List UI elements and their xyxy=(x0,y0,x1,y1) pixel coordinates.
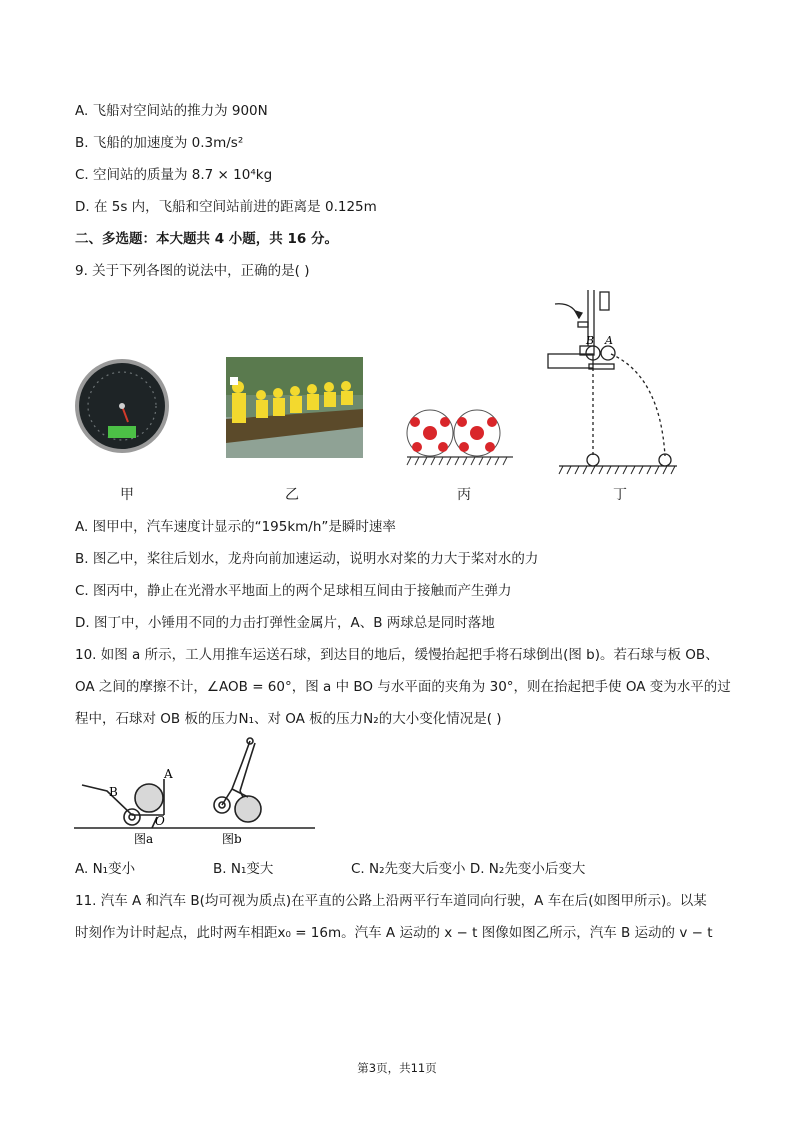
fig-a-label-a: A xyxy=(164,767,173,781)
free-fall-apparatus-figure xyxy=(545,286,685,478)
q10-option-d: D. N₂先变小后变大 xyxy=(469,861,586,877)
fig-b-caption: 图b xyxy=(222,832,242,846)
q10-option-a: A. N₁变小 xyxy=(75,861,136,877)
fig-ding-label-a: A xyxy=(605,334,613,347)
fig-a-label-b: B xyxy=(109,785,118,799)
q8-option-d: D. 在 5s 内，飞船和空间站前进的距离是 0.125m xyxy=(75,199,377,215)
caption-ding: 丁 xyxy=(613,487,627,503)
caption-yi: 乙 xyxy=(285,487,299,503)
q9-option-c: C. 图丙中，静止在光滑水平地面上的两个足球相互间由于接触而产生弹力 xyxy=(75,583,512,599)
q10-line-1: 10. 如图 a 所示，工人用推车运送石球，到达目的地后，缓慢抬起把手将石球倒出(图 b)。若石球与板 OB、 xyxy=(75,647,719,663)
q8-option-c: C. 空间站的质量为 8.7 × 10⁴kg xyxy=(75,167,273,183)
caption-jia: 甲 xyxy=(120,487,134,503)
q9-option-b: B. 图乙中，桨往后划水，龙舟向前加速运动，说明水对桨的力大于桨对水的力 xyxy=(75,551,539,567)
section-heading: 二、多选题：本大题共 4 小题，共 16 分。 xyxy=(75,231,338,247)
q8-option-b: B. 飞船的加速度为 0.3m/s² xyxy=(75,135,244,151)
q9-option-a: A. 图甲中，汽车速度计显示的“195km/h”是瞬时速率 xyxy=(75,519,396,535)
q10-option-c: C. N₂先变大后变小 xyxy=(351,861,466,877)
q10-line-2: OA 之间的摩擦不计，∠AOB = 60°，图 a 中 BO 与水平面的夹角为 30°，则在抬起把手使 OA 变为水平的过 xyxy=(75,679,731,695)
q9-option-d: D. 图丁中，小锤用不同的力击打弹性金属片，A、B 两球总是同时落地 xyxy=(75,615,495,631)
soccer-balls-figure xyxy=(405,406,515,468)
page-footer: 第3页，共11页 xyxy=(357,1061,437,1075)
wheelbarrow-figure xyxy=(72,733,317,851)
q10-option-b: B. N₁变大 xyxy=(213,861,274,877)
caption-bing: 丙 xyxy=(457,487,471,503)
q8-option-a: A. 飞船对空间站的推力为 900N xyxy=(75,103,268,119)
q11-line-2: 时刻作为计时起点，此时两车相距x₀ = 16m。汽车 A 运动的 x − t 图像如图乙所示，汽车 B 运动的 v − t xyxy=(75,925,713,941)
dragon-boat-photo xyxy=(226,357,363,458)
q11-line-1: 11. 汽车 A 和汽车 B(均可视为质点)在平直的公路上沿两平行车道同向行驶，A 车在后(如图甲所示)。以某 xyxy=(75,893,707,909)
fig-a-caption: 图a xyxy=(134,832,154,846)
q10-line-3: 程中，石球对 OB 板的压力N₁、对 OA 板的压力N₂的大小变化情况是( ) xyxy=(75,711,502,727)
q9-stem: 9. 关于下列各图的说法中，正确的是( ) xyxy=(75,263,310,279)
fig-ding-label-b: B xyxy=(586,334,595,347)
q10-options xyxy=(75,859,585,879)
speedometer-image xyxy=(74,358,170,454)
fig-a-label-o: O xyxy=(155,814,165,828)
